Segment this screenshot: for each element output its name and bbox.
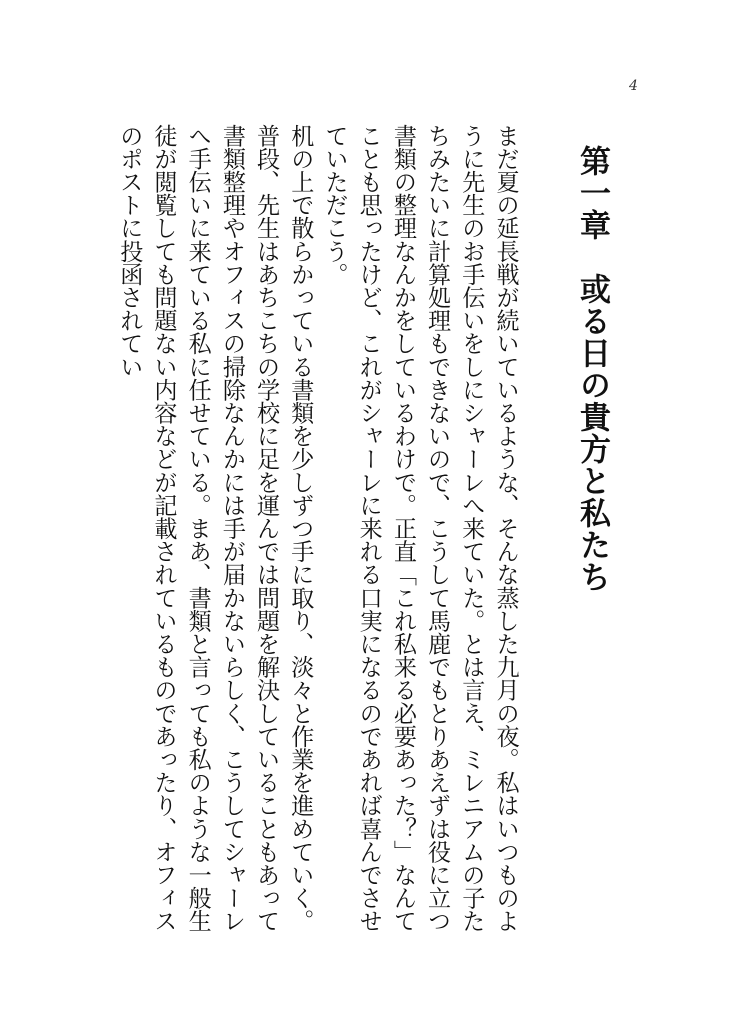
chapter-title: 第一章 或る日の貴方と私たち: [574, 145, 610, 593]
body-text: [115, 124, 522, 934]
paragraph: 普段、先生はあちこちの学校に足を運んでは問題を解決していることもあって書類整理やオフィスの掃除なんかには手が届かないらしく、こうしてシャーレへ手伝いに来ている私に任せている。まあ、書類と言っても私のような一般生徒が閲覧しても問題ない内容などが記載されているものであったり、オフィスのポストに投函されてい: [115, 124, 279, 933]
paragraph: まだ夏の延長戦が続いているような、そんな蒸した九月の夜。私はいつものように先生のお手伝いをしにシャーレへ来ていた。とは言え、ミレニアムの子たちみたいに計算処理もできないので、こうして馬鹿でもとりあえずは役に立つ書類の整理なんかをしているわけで。正直「これ私来る必要あった？」なんてことも思ったけど、これがシャーレに来れる口実になるのであれば喜んでさせていただこう。: [320, 124, 518, 933]
paragraph: 机の上で散らかっている書類を少しずつ手に取り、淡々と作業を進めていく。: [286, 124, 313, 933]
page-number: 4: [629, 78, 638, 94]
